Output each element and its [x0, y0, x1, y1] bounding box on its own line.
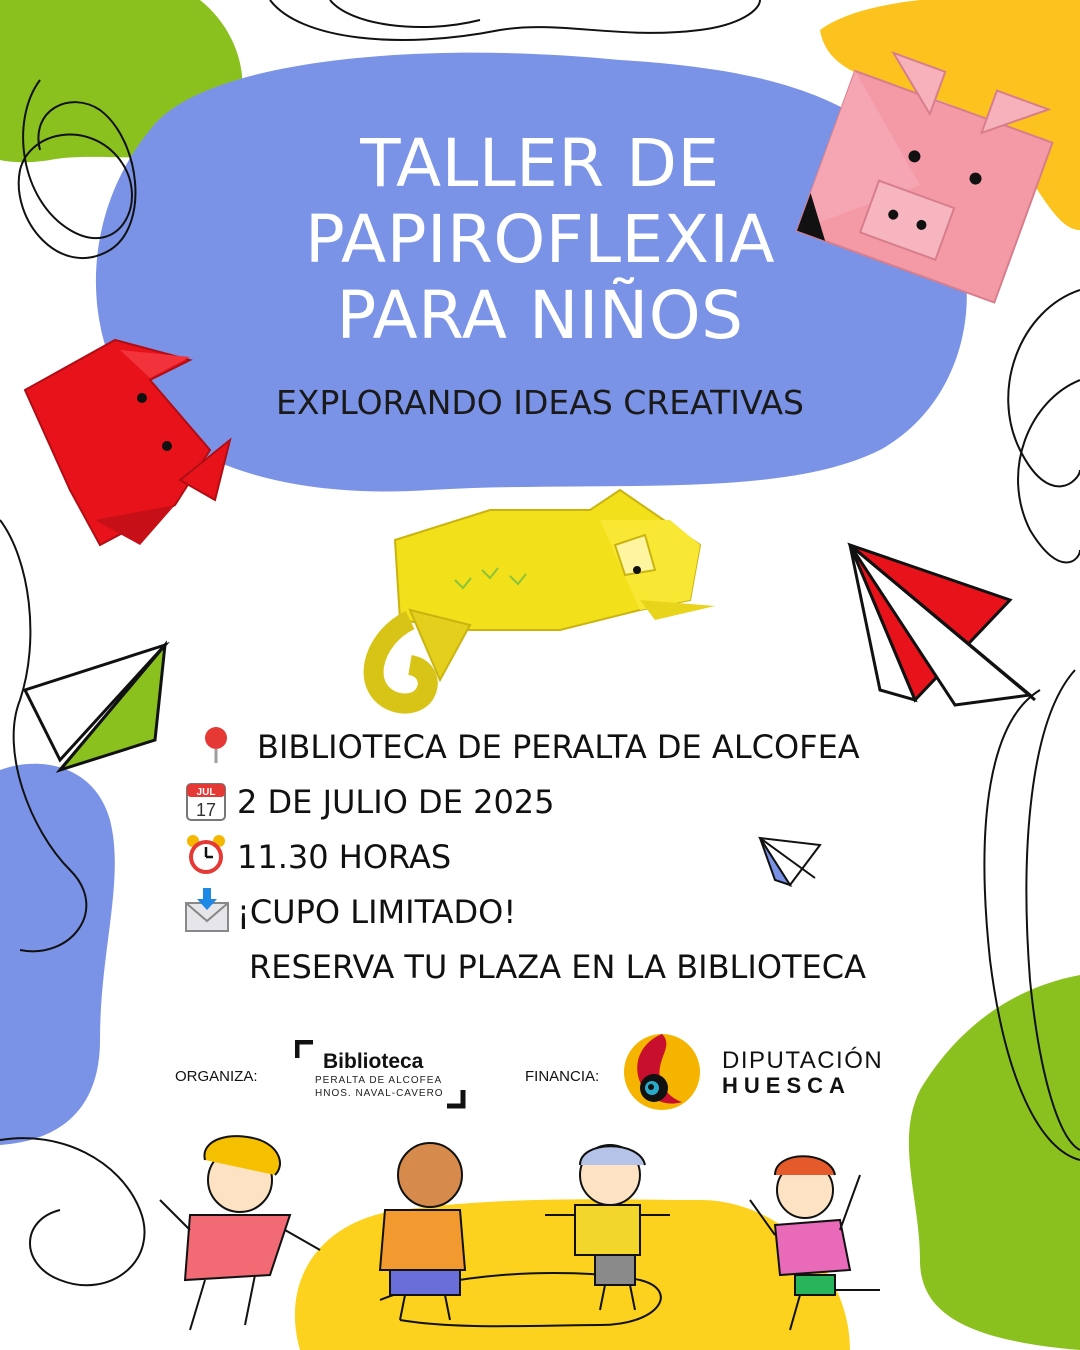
- calendar-month: JUL: [196, 787, 216, 798]
- huesca-text: HUESCA: [722, 1073, 851, 1098]
- blue-blob-left: [0, 764, 115, 1145]
- diputacion-emblem-icon: [622, 1032, 702, 1112]
- paper-plane-red: [850, 545, 1035, 705]
- subtitle: EXPLORANDO IDEAS CREATIVAS: [276, 383, 804, 422]
- financia-label: FINANCIA:: [525, 1068, 600, 1085]
- title-line-2: PAPIROFLEXIA: [304, 201, 776, 278]
- library-subtitle-2: HNOS. NAVAL-CAVERO: [315, 1088, 444, 1099]
- library-subtitle-1: PERALTA DE ALCOFEA: [315, 1075, 443, 1086]
- kid-boy-center-left: [380, 1143, 465, 1320]
- capacity-text: ¡CUPO LIMITADO!: [237, 893, 517, 931]
- diputacion-text: DIPUTACIÓN: [722, 1047, 884, 1074]
- date-text: 2 DE JULIO DE 2025: [237, 783, 555, 821]
- location-text: BIBLIOTECA DE PERALTA DE ALCOFEA: [257, 728, 860, 766]
- library-name: Biblioteca: [323, 1050, 424, 1073]
- title-line-1: TALLER DE: [360, 125, 720, 202]
- scribble-left-bottom: [0, 1138, 145, 1285]
- green-blob-bottom-right: [909, 975, 1080, 1350]
- calendar-day: 17: [195, 800, 217, 820]
- origami-chameleon-illustration: [374, 490, 715, 704]
- reserve-text: RESERVA TU PLAZA EN LA BIBLIOTECA: [249, 948, 866, 986]
- envelope-icon: [184, 887, 230, 937]
- organiza-label: ORGANIZA:: [175, 1068, 258, 1085]
- time-text: 11.30 HORAS: [237, 838, 452, 876]
- paper-plane-small-blue: [760, 838, 820, 885]
- alarm-clock-icon: [185, 834, 227, 880]
- scribble-top-center-2: [330, 0, 480, 27]
- title-line-3: PARA NIÑOS: [336, 277, 744, 354]
- paper-plane-green: [25, 645, 165, 770]
- scribble-top-center: [270, 0, 760, 40]
- pin-icon: [200, 725, 232, 769]
- calendar-icon: [185, 780, 227, 826]
